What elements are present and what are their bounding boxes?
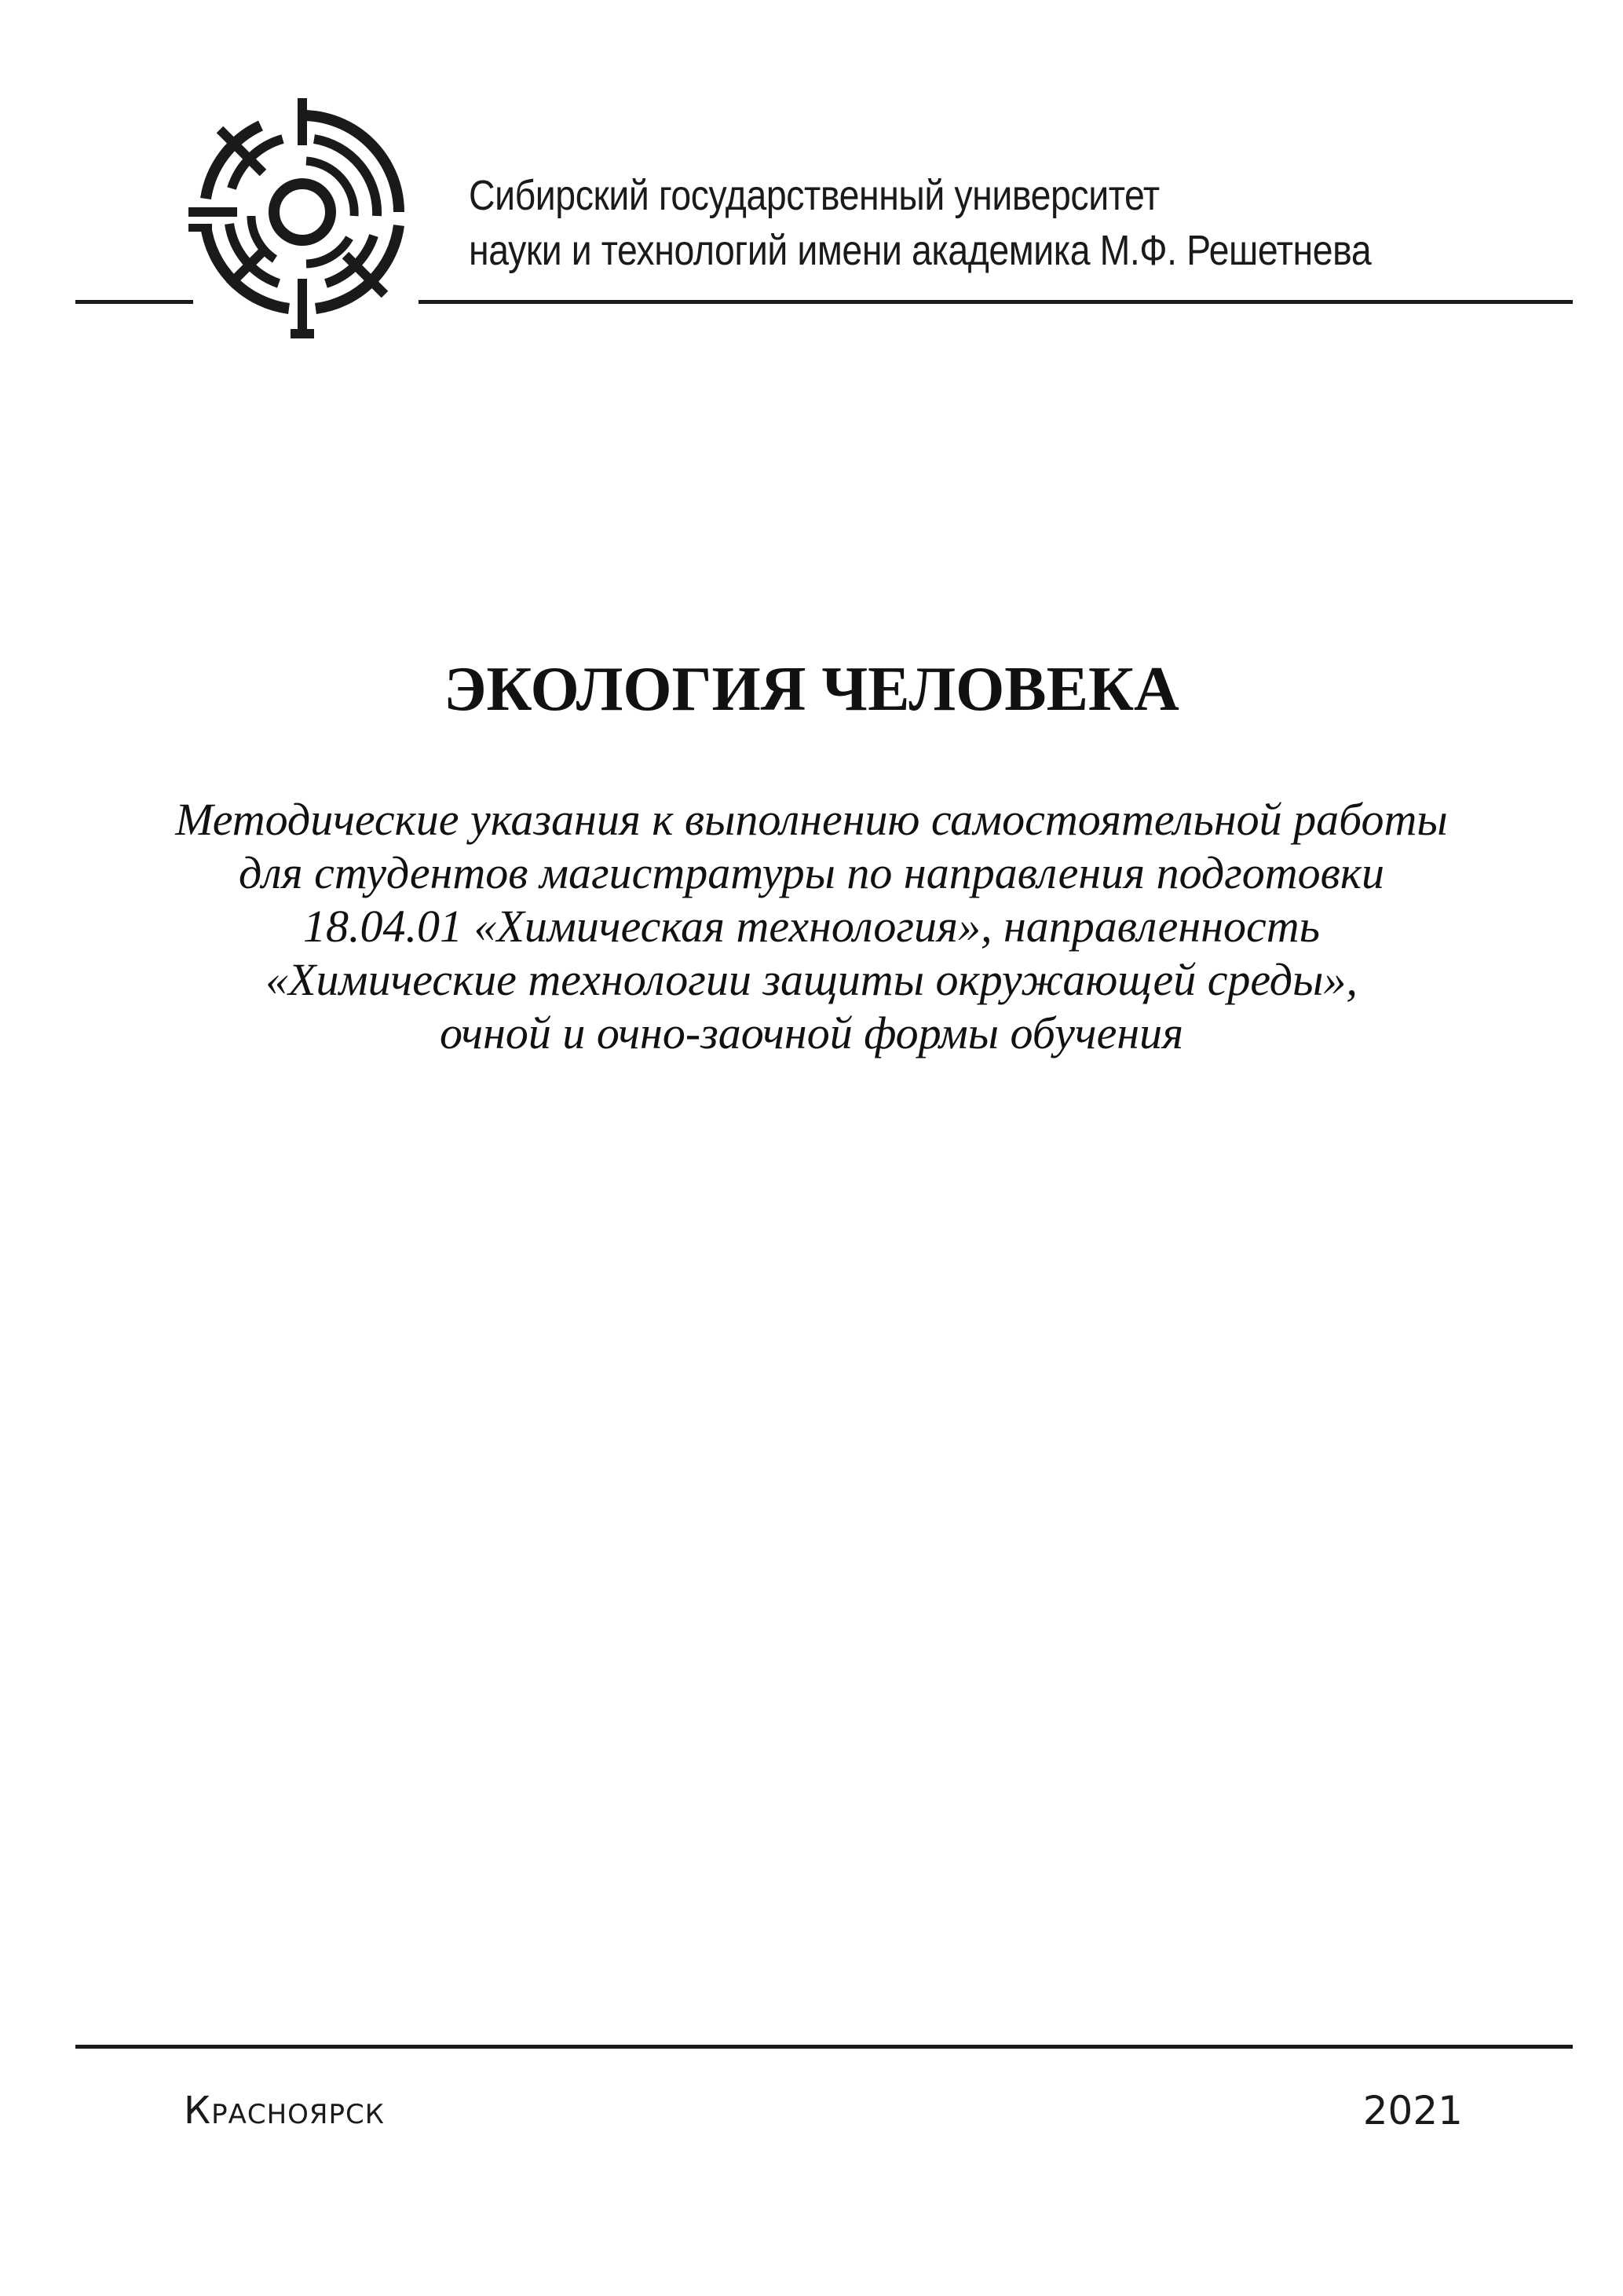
university-name-line: Сибирский государственный университет [469,172,1160,219]
subtitle-line: 18.04.01 «Химическая технология», направленность [302,901,1320,952]
university-name [469,168,1414,278]
university-emblem-icon [188,98,416,342]
subtitle-line: для студентов магистратуры по направления подготовки [238,847,1384,898]
document-subtitle [94,793,1529,1060]
publication-city: Красноярск [184,2089,385,2133]
document-title: ЭКОЛОГИЯ ЧЕЛОВЕКА [444,655,1179,724]
subtitle-line: «Химические технологии защиты окружающей среды», [265,954,1358,1005]
subtitle-line: Методические указания к выполнению самостоятельной работы [175,794,1448,845]
publication-year: 2021 [1362,2088,1463,2133]
header-divider-right [419,300,1573,304]
university-name-line: науки и технологий имени академика М.Ф. Решетнева [469,227,1372,274]
header-divider-left [75,300,193,304]
subtitle-line: очной и очно-заочной формы обучения [439,1007,1184,1058]
footer-divider [75,2045,1573,2049]
